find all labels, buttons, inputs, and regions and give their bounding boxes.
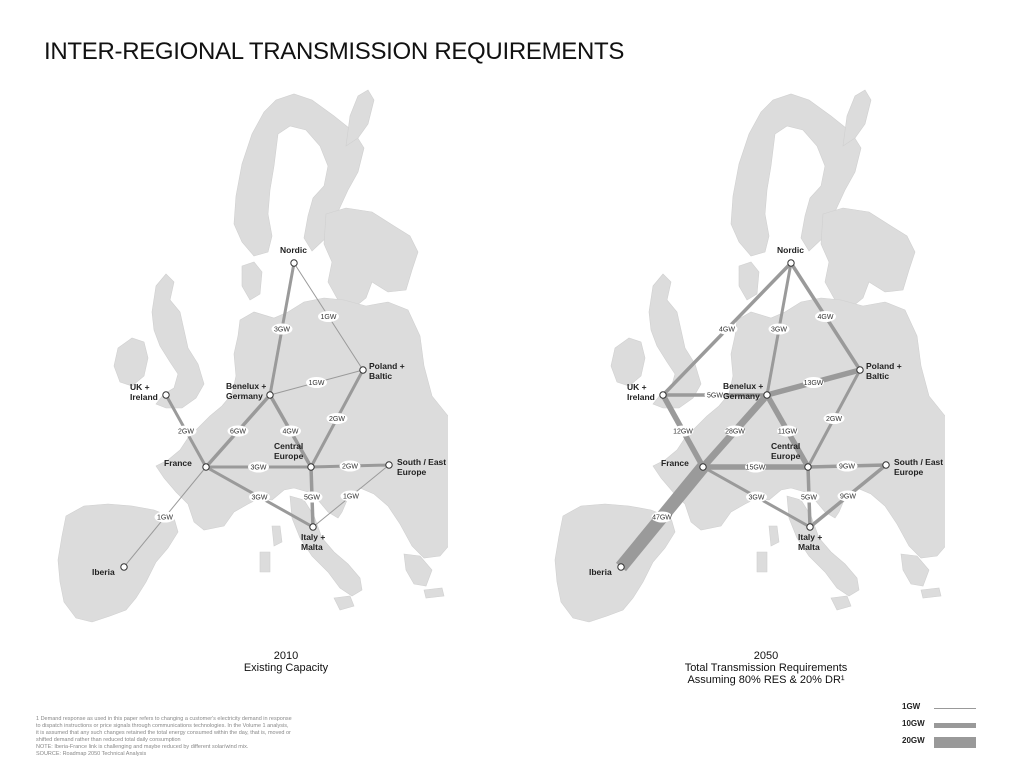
land-region <box>649 274 701 408</box>
link-capacity-label: 2GW <box>329 416 345 423</box>
land-region <box>611 338 645 386</box>
land-region <box>334 596 354 610</box>
caption-line: 2050 <box>753 650 779 662</box>
region-node <box>764 392 770 398</box>
land-region <box>272 526 282 546</box>
land-region <box>324 208 418 306</box>
region-node <box>308 464 314 470</box>
link-capacity-label: 2GW <box>178 428 194 436</box>
legend-item <box>896 717 996 734</box>
region-node <box>883 462 889 468</box>
region-label: France <box>661 458 689 468</box>
link-capacity-label: 3GW <box>748 494 765 502</box>
link-capacity-label: 9GW <box>839 463 855 471</box>
caption-line: 2010 <box>273 650 299 662</box>
link-capacity-label: 28GW <box>725 428 745 436</box>
legend-label: 1GW <box>902 702 921 711</box>
link-capacity-label: 12GW <box>673 428 693 436</box>
region-label: South / East Europe <box>397 457 447 477</box>
link-capacity-label: 3GW <box>251 494 268 502</box>
footnote-line: SOURCE: Roadmap 2050 Technical Analysis <box>36 751 147 757</box>
region-label: UK + Ireland <box>130 382 158 402</box>
legend-label: 20GW <box>902 736 925 745</box>
europe-landmass <box>58 90 448 622</box>
footnote-line: 1 Demand response as used in this paper refers to changing a customer's electricity demand in response <box>36 716 292 722</box>
caption-line: Assuming 80% RES & 20% DR¹ <box>687 674 845 686</box>
region-node <box>360 367 366 373</box>
region-node <box>121 564 127 570</box>
footnote-line: to dispatch instructions or price signals through communications technologies. In the Volume 1 analysis, <box>36 723 289 729</box>
region-label: Poland + Baltic <box>369 361 405 381</box>
land-region <box>921 588 941 598</box>
link-capacity-label: 15GW <box>745 464 766 472</box>
link-capacity-label: 13GW <box>803 380 824 387</box>
europe-landmass <box>555 90 945 622</box>
land-region <box>739 262 759 300</box>
region-label: Poland + Baltic <box>866 361 902 381</box>
link-capacity-label: 5GW <box>707 392 723 400</box>
map-2050 <box>525 86 945 641</box>
link-capacity-label: 4GW <box>282 428 299 436</box>
legend-label: 10GW <box>902 719 925 728</box>
legend-swatch <box>934 737 976 748</box>
footnote-line: it is assumed that any such changes retained the total energy consumed within the day, that is, moved or <box>36 730 291 736</box>
land-region <box>152 274 204 408</box>
region-node <box>163 392 169 398</box>
legend-swatch <box>934 723 976 728</box>
region-node <box>700 464 706 470</box>
region-label: Nordic <box>280 245 307 255</box>
page-title: INTER-REGIONAL TRANSMISSION REQUIREMENTS <box>44 38 625 65</box>
region-node <box>618 564 624 570</box>
link-capacity-label: 1GW <box>308 380 325 387</box>
map-2010 <box>28 86 448 641</box>
link-capacity-label: 5GW <box>801 494 817 502</box>
region-label: South / East Europe <box>894 457 944 477</box>
land-region <box>831 596 851 610</box>
legend-item <box>896 700 996 717</box>
link-capacity-label: 3GW <box>274 326 290 334</box>
land-region <box>260 552 270 572</box>
link-capacity-label: 6GW <box>230 428 246 436</box>
region-label: France <box>164 458 192 468</box>
region-label: Italy + Malta <box>798 532 823 552</box>
legend-item <box>896 734 996 751</box>
land-region <box>821 208 915 306</box>
land-region <box>424 588 444 598</box>
region-label: Central Europe <box>274 441 304 461</box>
region-label: Benelux + Germany <box>723 381 764 401</box>
region-node <box>386 462 392 468</box>
link-capacity-label: 1GW <box>343 493 359 501</box>
footnote-line: NOTE: Iberia-France link is challenging and maybe reduced by different solar/wind mix. <box>36 744 249 750</box>
link-capacity-label: 3GW <box>250 464 267 472</box>
link-capacity-label: 3GW <box>771 326 787 334</box>
region-label: Iberia <box>589 567 612 577</box>
region-node <box>660 392 666 398</box>
link-capacity-label: 2GW <box>826 416 842 423</box>
region-node <box>807 524 813 530</box>
link-capacity-label: 2GW <box>342 463 358 471</box>
link-capacity-label: 9GW <box>840 493 856 501</box>
link-capacity-label: 1GW <box>157 514 173 522</box>
footnote-line: shifted demand rather than reduced total daily consumption <box>36 737 181 743</box>
land-region <box>757 552 767 572</box>
region-node <box>805 464 811 470</box>
caption-line: Total Transmission Requirements <box>684 662 848 674</box>
link-capacity-label: 11GW <box>777 428 798 436</box>
region-node <box>267 392 273 398</box>
land-region <box>114 338 148 386</box>
map-caption-2050 <box>666 650 866 686</box>
region-label: Iberia <box>92 567 115 577</box>
legend <box>896 700 996 751</box>
region-node <box>203 464 209 470</box>
link-capacity-label: 1GW <box>320 314 337 321</box>
region-node <box>310 524 316 530</box>
map-caption-2010 <box>186 650 386 674</box>
link-capacity-label: 5GW <box>304 494 320 502</box>
link-capacity-label: 4GW <box>817 314 834 321</box>
region-node <box>857 367 863 373</box>
land-region <box>901 554 929 586</box>
link-capacity-label: 4GW <box>719 326 735 334</box>
region-node <box>291 260 297 266</box>
region-node <box>788 260 794 266</box>
link-capacity-label: 47GW <box>652 514 672 522</box>
land-region <box>843 90 871 146</box>
region-label: UK + Ireland <box>627 382 655 402</box>
land-region <box>346 90 374 146</box>
region-label: Nordic <box>777 245 804 255</box>
land-region <box>242 262 262 300</box>
legend-swatch <box>934 708 976 709</box>
footnote <box>36 716 336 758</box>
region-label: Central Europe <box>771 441 801 461</box>
region-label: Italy + Malta <box>301 532 326 552</box>
caption-line: Existing Capacity <box>243 662 329 674</box>
land-region <box>404 554 432 586</box>
land-region <box>769 526 779 546</box>
region-label: Benelux + Germany <box>226 381 267 401</box>
